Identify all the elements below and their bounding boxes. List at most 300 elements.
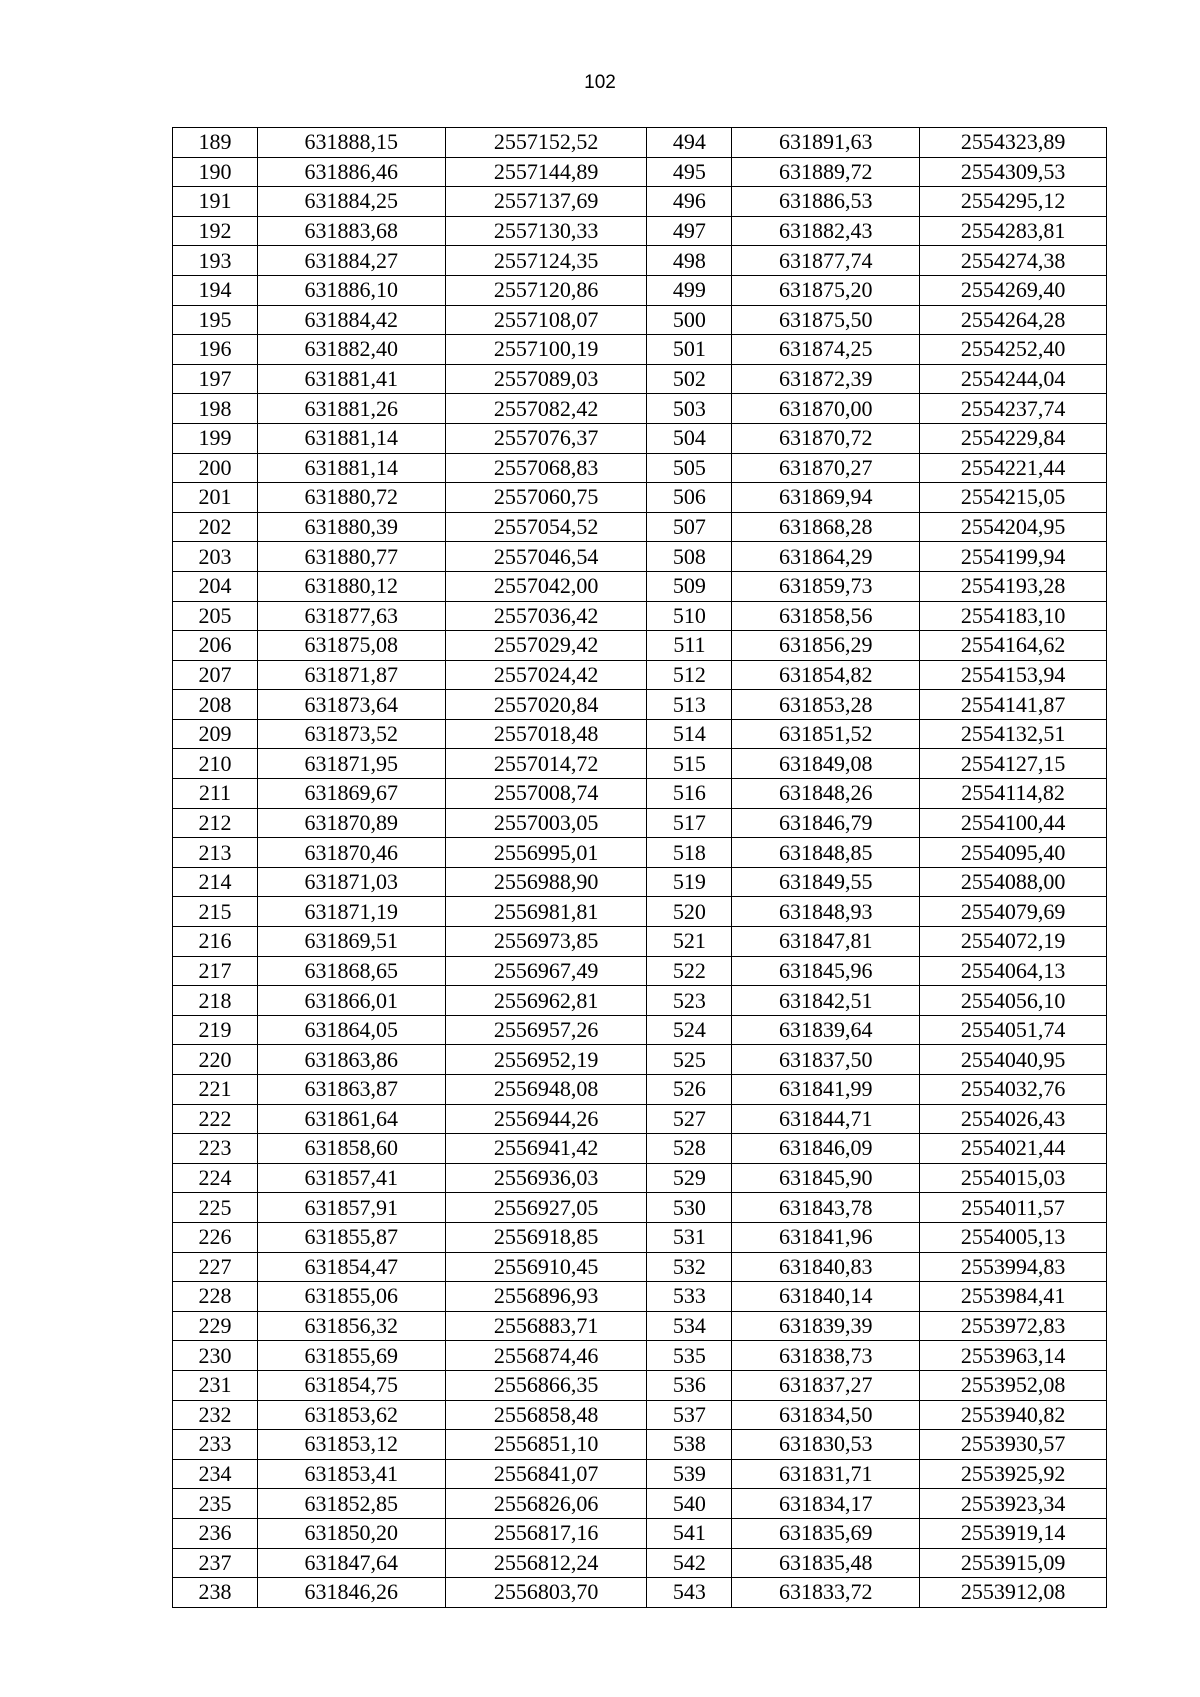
x-coordinate-cell: 631872,39 [732,364,920,394]
point-number-cell: 212 [173,808,258,838]
x-coordinate-cell: 631848,93 [732,897,920,927]
x-coordinate-cell: 631870,89 [257,808,445,838]
y-coordinate-cell: 2556957,26 [445,1015,647,1045]
x-coordinate-cell: 631837,27 [732,1370,920,1400]
table-row [173,749,1107,779]
table-row [173,542,1107,572]
table-row [173,246,1107,276]
point-number-cell: 221 [173,1075,258,1105]
table-row [173,1430,1107,1460]
page-number: 102 [584,72,616,93]
table-row [173,364,1107,394]
x-coordinate-cell: 631850,20 [257,1518,445,1548]
point-number-cell: 543 [647,1578,732,1608]
point-number-cell: 507 [647,512,732,542]
point-number-cell: 495 [647,157,732,187]
x-coordinate-cell: 631845,90 [732,1163,920,1193]
x-coordinate-cell: 631849,55 [732,867,920,897]
point-number-cell: 193 [173,246,258,276]
x-coordinate-cell: 631854,82 [732,660,920,690]
table-row [173,1548,1107,1578]
x-coordinate-cell: 631859,73 [732,571,920,601]
y-coordinate-cell: 2556803,70 [445,1578,647,1608]
y-coordinate-cell: 2553994,83 [920,1252,1107,1282]
point-number-cell: 200 [173,453,258,483]
x-coordinate-cell: 631846,79 [732,808,920,838]
y-coordinate-cell: 2553912,08 [920,1578,1107,1608]
x-coordinate-cell: 631884,27 [257,246,445,276]
coordinates-table [172,127,1107,1608]
x-coordinate-cell: 631874,25 [732,335,920,365]
x-coordinate-cell: 631840,14 [732,1282,920,1312]
point-number-cell: 504 [647,423,732,453]
point-number-cell: 536 [647,1370,732,1400]
y-coordinate-cell: 2554244,04 [920,364,1107,394]
y-coordinate-cell: 2557042,00 [445,571,647,601]
x-coordinate-cell: 631882,40 [257,335,445,365]
x-coordinate-cell: 631833,72 [732,1578,920,1608]
y-coordinate-cell: 2557024,42 [445,660,647,690]
table-row [173,719,1107,749]
x-coordinate-cell: 631835,48 [732,1548,920,1578]
x-coordinate-cell: 631881,26 [257,394,445,424]
x-coordinate-cell: 631870,00 [732,394,920,424]
point-number-cell: 521 [647,927,732,957]
x-coordinate-cell: 631848,85 [732,838,920,868]
point-number-cell: 515 [647,749,732,779]
point-number-cell: 201 [173,483,258,513]
y-coordinate-cell: 2554283,81 [920,216,1107,246]
point-number-cell: 227 [173,1252,258,1282]
y-coordinate-cell: 2556874,46 [445,1341,647,1371]
y-coordinate-cell: 2554295,12 [920,187,1107,217]
y-coordinate-cell: 2554199,94 [920,542,1107,572]
x-coordinate-cell: 631875,50 [732,305,920,335]
table-row [173,483,1107,513]
x-coordinate-cell: 631869,51 [257,927,445,957]
point-number-cell: 226 [173,1222,258,1252]
table-row [173,986,1107,1016]
point-number-cell: 525 [647,1045,732,1075]
y-coordinate-cell: 2556967,49 [445,956,647,986]
table-row [173,1489,1107,1519]
point-number-cell: 505 [647,453,732,483]
point-number-cell: 220 [173,1045,258,1075]
point-number-cell: 204 [173,571,258,601]
point-number-cell: 497 [647,216,732,246]
point-number-cell: 235 [173,1489,258,1519]
x-coordinate-cell: 631853,12 [257,1430,445,1460]
point-number-cell: 209 [173,719,258,749]
x-coordinate-cell: 631840,83 [732,1252,920,1282]
y-coordinate-cell: 2553930,57 [920,1430,1107,1460]
y-coordinate-cell: 2554269,40 [920,275,1107,305]
y-coordinate-cell: 2557089,03 [445,364,647,394]
y-coordinate-cell: 2553963,14 [920,1341,1107,1371]
x-coordinate-cell: 631858,56 [732,601,920,631]
table-row [173,216,1107,246]
table-row [173,808,1107,838]
y-coordinate-cell: 2554215,05 [920,483,1107,513]
point-number-cell: 214 [173,867,258,897]
point-number-cell: 499 [647,275,732,305]
x-coordinate-cell: 631891,63 [732,128,920,158]
point-number-cell: 541 [647,1518,732,1548]
y-coordinate-cell: 2553915,09 [920,1548,1107,1578]
point-number-cell: 498 [647,246,732,276]
point-number-cell: 513 [647,690,732,720]
y-coordinate-cell: 2553952,08 [920,1370,1107,1400]
y-coordinate-cell: 2556866,35 [445,1370,647,1400]
y-coordinate-cell: 2556817,16 [445,1518,647,1548]
x-coordinate-cell: 631853,28 [732,690,920,720]
table-row [173,453,1107,483]
y-coordinate-cell: 2557082,42 [445,394,647,424]
x-coordinate-cell: 631877,74 [732,246,920,276]
point-number-cell: 218 [173,986,258,1016]
x-coordinate-cell: 631863,87 [257,1075,445,1105]
point-number-cell: 502 [647,364,732,394]
x-coordinate-cell: 631843,78 [732,1193,920,1223]
point-number-cell: 506 [647,483,732,513]
y-coordinate-cell: 2557144,89 [445,157,647,187]
x-coordinate-cell: 631857,41 [257,1163,445,1193]
point-number-cell: 517 [647,808,732,838]
y-coordinate-cell: 2556973,85 [445,927,647,957]
x-coordinate-cell: 631844,71 [732,1104,920,1134]
x-coordinate-cell: 631839,39 [732,1311,920,1341]
point-number-cell: 191 [173,187,258,217]
table-row [173,1578,1107,1608]
y-coordinate-cell: 2554015,03 [920,1163,1107,1193]
point-number-cell: 196 [173,335,258,365]
x-coordinate-cell: 631882,43 [732,216,920,246]
point-number-cell: 228 [173,1282,258,1312]
point-number-cell: 217 [173,956,258,986]
x-coordinate-cell: 631847,64 [257,1548,445,1578]
table-row [173,956,1107,986]
table-row [173,187,1107,217]
point-number-cell: 225 [173,1193,258,1223]
table-row [173,1163,1107,1193]
x-coordinate-cell: 631868,28 [732,512,920,542]
x-coordinate-cell: 631873,64 [257,690,445,720]
table-row [173,927,1107,957]
x-coordinate-cell: 631846,26 [257,1578,445,1608]
x-coordinate-cell: 631861,64 [257,1104,445,1134]
point-number-cell: 496 [647,187,732,217]
point-number-cell: 516 [647,779,732,809]
point-number-cell: 198 [173,394,258,424]
y-coordinate-cell: 2557060,75 [445,483,647,513]
x-coordinate-cell: 631863,86 [257,1045,445,1075]
y-coordinate-cell: 2556812,24 [445,1548,647,1578]
y-coordinate-cell: 2556995,01 [445,838,647,868]
y-coordinate-cell: 2556841,07 [445,1459,647,1489]
table-row [173,867,1107,897]
table-row [173,1282,1107,1312]
y-coordinate-cell: 2556944,26 [445,1104,647,1134]
x-coordinate-cell: 631877,63 [257,601,445,631]
point-number-cell: 526 [647,1075,732,1105]
x-coordinate-cell: 631884,25 [257,187,445,217]
point-number-cell: 532 [647,1252,732,1282]
point-number-cell: 523 [647,986,732,1016]
y-coordinate-cell: 2557068,83 [445,453,647,483]
y-coordinate-cell: 2554204,95 [920,512,1107,542]
x-coordinate-cell: 631841,96 [732,1222,920,1252]
y-coordinate-cell: 2554164,62 [920,631,1107,661]
y-coordinate-cell: 2557120,86 [445,275,647,305]
y-coordinate-cell: 2556883,71 [445,1311,647,1341]
point-number-cell: 192 [173,216,258,246]
x-coordinate-cell: 631880,12 [257,571,445,601]
y-coordinate-cell: 2554100,44 [920,808,1107,838]
point-number-cell: 207 [173,660,258,690]
x-coordinate-cell: 631830,53 [732,1430,920,1460]
point-number-cell: 520 [647,897,732,927]
y-coordinate-cell: 2557054,52 [445,512,647,542]
x-coordinate-cell: 631864,05 [257,1015,445,1045]
point-number-cell: 510 [647,601,732,631]
y-coordinate-cell: 2554040,95 [920,1045,1107,1075]
table-row [173,305,1107,335]
x-coordinate-cell: 631868,65 [257,956,445,986]
x-coordinate-cell: 631851,52 [732,719,920,749]
y-coordinate-cell: 2556896,93 [445,1282,647,1312]
point-number-cell: 236 [173,1518,258,1548]
y-coordinate-cell: 2554056,10 [920,986,1107,1016]
y-coordinate-cell: 2554252,40 [920,335,1107,365]
point-number-cell: 190 [173,157,258,187]
x-coordinate-cell: 631869,67 [257,779,445,809]
y-coordinate-cell: 2554127,15 [920,749,1107,779]
y-coordinate-cell: 2554309,53 [920,157,1107,187]
y-coordinate-cell: 2556981,81 [445,897,647,927]
point-number-cell: 194 [173,275,258,305]
y-coordinate-cell: 2556952,19 [445,1045,647,1075]
point-number-cell: 210 [173,749,258,779]
table-row [173,1341,1107,1371]
table-row [173,897,1107,927]
table-row [173,1370,1107,1400]
x-coordinate-cell: 631881,14 [257,423,445,453]
point-number-cell: 530 [647,1193,732,1223]
x-coordinate-cell: 631847,81 [732,927,920,957]
x-coordinate-cell: 631881,14 [257,453,445,483]
point-number-cell: 531 [647,1222,732,1252]
x-coordinate-cell: 631834,17 [732,1489,920,1519]
x-coordinate-cell: 631834,50 [732,1400,920,1430]
y-coordinate-cell: 2557003,05 [445,808,647,838]
table-row [173,394,1107,424]
x-coordinate-cell: 631873,52 [257,719,445,749]
y-coordinate-cell: 2556826,06 [445,1489,647,1519]
y-coordinate-cell: 2553923,34 [920,1489,1107,1519]
x-coordinate-cell: 631870,27 [732,453,920,483]
x-coordinate-cell: 631857,91 [257,1193,445,1223]
table-row [173,1104,1107,1134]
x-coordinate-cell: 631883,68 [257,216,445,246]
point-number-cell: 232 [173,1400,258,1430]
y-coordinate-cell: 2554264,28 [920,305,1107,335]
x-coordinate-cell: 631886,46 [257,157,445,187]
x-coordinate-cell: 631886,10 [257,275,445,305]
x-coordinate-cell: 631854,47 [257,1252,445,1282]
y-coordinate-cell: 2556918,85 [445,1222,647,1252]
point-number-cell: 512 [647,660,732,690]
y-coordinate-cell: 2557108,07 [445,305,647,335]
y-coordinate-cell: 2554141,87 [920,690,1107,720]
point-number-cell: 195 [173,305,258,335]
y-coordinate-cell: 2553940,82 [920,1400,1107,1430]
x-coordinate-cell: 631881,41 [257,364,445,394]
y-coordinate-cell: 2557046,54 [445,542,647,572]
y-coordinate-cell: 2554021,44 [920,1134,1107,1164]
point-number-cell: 199 [173,423,258,453]
x-coordinate-cell: 631871,19 [257,897,445,927]
point-number-cell: 511 [647,631,732,661]
table-row [173,601,1107,631]
y-coordinate-cell: 2553984,41 [920,1282,1107,1312]
x-coordinate-cell: 631837,50 [732,1045,920,1075]
point-number-cell: 208 [173,690,258,720]
table-row [173,1311,1107,1341]
point-number-cell: 205 [173,601,258,631]
x-coordinate-cell: 631870,46 [257,838,445,868]
y-coordinate-cell: 2554153,94 [920,660,1107,690]
table-row [173,275,1107,305]
y-coordinate-cell: 2557100,19 [445,335,647,365]
point-number-cell: 538 [647,1430,732,1460]
x-coordinate-cell: 631888,15 [257,128,445,158]
y-coordinate-cell: 2556948,08 [445,1075,647,1105]
y-coordinate-cell: 2556936,03 [445,1163,647,1193]
point-number-cell: 233 [173,1430,258,1460]
point-number-cell: 216 [173,927,258,957]
point-number-cell: 537 [647,1400,732,1430]
point-number-cell: 522 [647,956,732,986]
table-row [173,1222,1107,1252]
point-number-cell: 222 [173,1104,258,1134]
x-coordinate-cell: 631875,08 [257,631,445,661]
x-coordinate-cell: 631871,03 [257,867,445,897]
x-coordinate-cell: 631866,01 [257,986,445,1016]
x-coordinate-cell: 631880,72 [257,483,445,513]
y-coordinate-cell: 2554221,44 [920,453,1107,483]
point-number-cell: 231 [173,1370,258,1400]
y-coordinate-cell: 2554011,57 [920,1193,1107,1223]
point-number-cell: 229 [173,1311,258,1341]
table-row [173,1193,1107,1223]
y-coordinate-cell: 2556927,05 [445,1193,647,1223]
x-coordinate-cell: 631871,87 [257,660,445,690]
table-row [173,1015,1107,1045]
y-coordinate-cell: 2553972,83 [920,1311,1107,1341]
point-number-cell: 215 [173,897,258,927]
point-number-cell: 540 [647,1489,732,1519]
y-coordinate-cell: 2556941,42 [445,1134,647,1164]
table-row [173,838,1107,868]
point-number-cell: 211 [173,779,258,809]
table-row [173,1045,1107,1075]
y-coordinate-cell: 2553925,92 [920,1459,1107,1489]
y-coordinate-cell: 2554114,82 [920,779,1107,809]
x-coordinate-cell: 631864,29 [732,542,920,572]
y-coordinate-cell: 2556910,45 [445,1252,647,1282]
y-coordinate-cell: 2554193,28 [920,571,1107,601]
point-number-cell: 237 [173,1548,258,1578]
point-number-cell: 539 [647,1459,732,1489]
x-coordinate-cell: 631856,32 [257,1311,445,1341]
table-row [173,779,1107,809]
y-coordinate-cell: 2556851,10 [445,1430,647,1460]
y-coordinate-cell: 2554095,40 [920,838,1107,868]
table-row [173,1459,1107,1489]
x-coordinate-cell: 631846,09 [732,1134,920,1164]
point-number-cell: 524 [647,1015,732,1045]
x-coordinate-cell: 631886,53 [732,187,920,217]
y-coordinate-cell: 2557018,48 [445,719,647,749]
point-number-cell: 494 [647,128,732,158]
table-row [173,335,1107,365]
point-number-cell: 535 [647,1341,732,1371]
y-coordinate-cell: 2557036,42 [445,601,647,631]
y-coordinate-cell: 2557029,42 [445,631,647,661]
coordinates-table-body [173,128,1107,1608]
y-coordinate-cell: 2554274,38 [920,246,1107,276]
y-coordinate-cell: 2557137,69 [445,187,647,217]
point-number-cell: 519 [647,867,732,897]
y-coordinate-cell: 2557130,33 [445,216,647,246]
point-number-cell: 533 [647,1282,732,1312]
point-number-cell: 202 [173,512,258,542]
point-number-cell: 518 [647,838,732,868]
y-coordinate-cell: 2554229,84 [920,423,1107,453]
point-number-cell: 213 [173,838,258,868]
table-row [173,1400,1107,1430]
x-coordinate-cell: 631871,95 [257,749,445,779]
y-coordinate-cell: 2554005,13 [920,1222,1107,1252]
table-row [173,631,1107,661]
x-coordinate-cell: 631884,42 [257,305,445,335]
point-number-cell: 528 [647,1134,732,1164]
y-coordinate-cell: 2557014,72 [445,749,647,779]
x-coordinate-cell: 631869,94 [732,483,920,513]
x-coordinate-cell: 631856,29 [732,631,920,661]
x-coordinate-cell: 631854,75 [257,1370,445,1400]
x-coordinate-cell: 631831,71 [732,1459,920,1489]
point-number-cell: 514 [647,719,732,749]
x-coordinate-cell: 631875,20 [732,275,920,305]
y-coordinate-cell: 2556858,48 [445,1400,647,1430]
x-coordinate-cell: 631855,69 [257,1341,445,1371]
point-number-cell: 224 [173,1163,258,1193]
y-coordinate-cell: 2554032,76 [920,1075,1107,1105]
y-coordinate-cell: 2557124,35 [445,246,647,276]
y-coordinate-cell: 2554183,10 [920,601,1107,631]
table-row [173,1075,1107,1105]
y-coordinate-cell: 2554079,69 [920,897,1107,927]
point-number-cell: 223 [173,1134,258,1164]
y-coordinate-cell: 2557008,74 [445,779,647,809]
x-coordinate-cell: 631853,41 [257,1459,445,1489]
x-coordinate-cell: 631845,96 [732,956,920,986]
table-row [173,423,1107,453]
y-coordinate-cell: 2557076,37 [445,423,647,453]
y-coordinate-cell: 2554051,74 [920,1015,1107,1045]
table-row [173,157,1107,187]
